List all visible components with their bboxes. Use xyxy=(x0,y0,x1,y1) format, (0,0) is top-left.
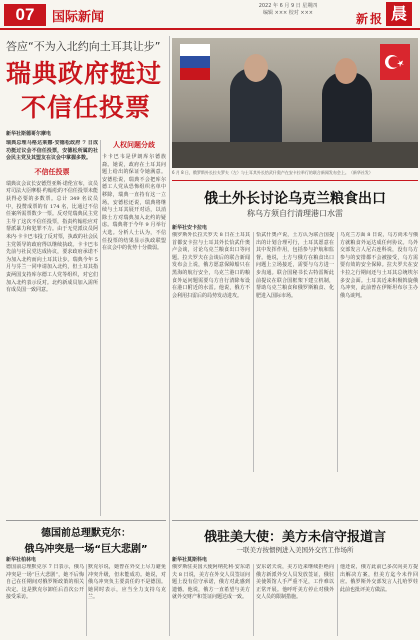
story4-headline-line2: 俄乌冲突是一场“巨大悲剧” xyxy=(24,544,148,555)
page-header xyxy=(0,0,420,28)
story2-subhead: 称乌方须自行清理港口水雷 xyxy=(247,209,343,218)
story3-column-1: 俄罗斯驻美国大使阿纳托利·安东诺夫 8 日说，美方在外交人员签证问题上没有信守承诺，俄方对此感到遗憾。他说，俄方一直希望与美方就外交财产和签证问题达成一致。 xyxy=(172,564,250,601)
lead-byline: 新华社斯德哥尔摩电 xyxy=(6,131,52,137)
story4-column-2: 默克尔说，她曾在外交上尽力避免冲突升级，但未能成功。她说，对俄乌冲突负主要责任的不是德国。她同时表示，应当全力支持乌克兰。 xyxy=(88,564,166,601)
lead-column-1 xyxy=(6,140,98,516)
lead-subhead-2: 人权问题分歧 xyxy=(113,141,155,149)
logo-char-2: 报 xyxy=(370,12,383,26)
section-title: 国际新闻 xyxy=(52,10,105,25)
lead-body-2: 卡卡巴韦是伊朗库尔德族裔。她说，政府在土耳其问题上给出的保证令她满意。安德松说，瑞典不会把库尔德工人党从恐怖组织名单中移除，瑞典一直持有这一立场。安德松还说，瑞典将继续与土耳其展开对话，以消除土方对瑞典加入北约的疑虑。瑞典将于今年 9 月举行大选。分析人士认为，不信任投票的结果显示执政联盟在议会中的优势十分微弱。 xyxy=(102,154,166,252)
story2-byline: 新华社安卡拉电 xyxy=(172,225,208,231)
story3-headline: 俄驻美大使：美方未信守报道言 xyxy=(203,530,386,545)
logo-char-1: 新 xyxy=(356,12,369,26)
story2-column-3: 乌克兰方面 8 日说，乌方尚未与俄方就粮食外运达成任何协议。乌外交部发言人尼古连科说，没有乌方参与的安排都不会被接受，乌方需要有效的安全保障。拉夫罗夫在安卡拉之行期间还与土耳其总统埃尔多安会面。土耳其近来积极斡旋俄乌冲突，此前曾在伊斯坦布尔主办俄乌谈判。 xyxy=(340,232,418,299)
lead-subhead-1: 不信任投票 xyxy=(34,167,70,176)
column-divider xyxy=(86,564,87,636)
column-divider xyxy=(169,36,170,636)
russia-flag-icon xyxy=(180,44,210,80)
logo-badge: 晨 xyxy=(386,2,412,26)
story4-headline-line1: 德国前总理默克尔： xyxy=(41,528,131,539)
story4-column-1: 德国前总理默克尔 7 日表示，俄乌冲突是一场“巨大悲剧”，她不后悔自己在任期间对俄罗斯政策的相关决定。这是默克尔卸任后首次公开接受采访。 xyxy=(6,564,84,601)
column-divider xyxy=(337,232,338,472)
lead-headline-line1: 瑞典政府挺过 xyxy=(6,59,163,88)
story2-column-2: 恰武什奥卢说，土方认为联合国提出的计划合理可行，土耳其愿意在其中发挥作用，包括参与护航和监督。他说，土方与俄方在粮食出口问题上立场接近，需要与乌方进一步沟通。联合国秘书长古特雷斯此前提议在联合国框架下建立机制，帮助乌克兰粮食和俄罗斯粮食、化肥进入国际市场。 xyxy=(256,232,334,299)
story3-column-3: 他还说，俄方此前已多次向美方提出解决方案，但美方迄今未作回应。俄罗斯外交部发言人扎哈罗娃此前也批评美方做法。 xyxy=(340,564,418,593)
story3-subhead: 一联美方按惯例进入美国外交官工作场所 xyxy=(236,546,354,554)
news-photo xyxy=(172,38,418,168)
person-left-head xyxy=(244,54,268,82)
column-divider xyxy=(337,564,338,636)
editor-line: 编辑 ××× 校对 ××× xyxy=(263,10,313,16)
column-divider xyxy=(253,232,254,472)
story3-rule xyxy=(172,520,418,521)
lead-kicker: 答应“不为入北约向土耳其让步” xyxy=(6,40,161,53)
person-right-head xyxy=(335,58,357,84)
lead-headline-line2: 不信任投票 xyxy=(20,93,151,122)
story2-rule xyxy=(172,180,418,181)
story2-headline: 俄土外长讨论乌克兰粮食出口 xyxy=(204,191,386,207)
podium xyxy=(172,142,418,168)
date-line: 2022 年 6 月 9 日 星期四 xyxy=(258,3,318,9)
column-divider xyxy=(100,140,101,516)
lead-body-1: 瑞典议会议长安德烈亚斯·诺伦宣布，议员对司法大臣摩根·约翰松的不信任投票未能获得必要的多数票。总计 349 名议员中，投赞成票的有 174 名，比通过不信任案所需票数少一票。反对党瑞典民主党主导了这次不信任投票，指责约翰松应对帮派暴力和犯罪不力。由于无党派议员阿米内·卡卡巴韦投了反对票，执政的社会民主党领导的政府得以继续执政。卡卡巴韦先前与社民党达成协议，要求政府承诺不为加入北约而向土耳其让步。瑞典今年 5 月与芬兰一同申请加入北约，但土耳其指责两国支持库尔德工人党等组织，对它们加入北约表示反对。北约新成员加入需所有成员国一致同意。 xyxy=(6,180,98,294)
story4-byline: 新华社柏林电 xyxy=(6,557,37,563)
lead-intro: 瑞典总理马格达莱娜·安德松政府 7 日成功挺过议会不信任投票，安德松所属的社会民主党及其盟友在议会中掌握多数。 xyxy=(6,140,98,162)
header-info xyxy=(228,3,348,17)
header-rule xyxy=(0,28,420,30)
lead-column-2 xyxy=(102,140,166,516)
turkey-flag-icon xyxy=(380,44,410,80)
story3-byline: 新华社莫斯科电 xyxy=(172,557,208,563)
story3-column-2: 安东诺夫说，美方近来继续拒绝向俄方新派外交人员发放签证，俄驻美使领馆人手严重不足，工作难以正常开展。他呼吁美方停止对俄外交人员的限制措施。 xyxy=(256,564,334,601)
story4-rule xyxy=(6,520,166,521)
newspaper-logo xyxy=(356,2,416,26)
page-number: 07 xyxy=(4,4,46,26)
column-divider xyxy=(253,564,254,636)
photo-caption: 6 月 8 日，俄罗斯外长拉夫罗夫（左）与土耳其外长恰武什奥卢在安卡拉举行的联合新闻发布会上。（新华社发） xyxy=(172,170,373,175)
story2-column-1: 俄罗斯外长拉夫罗夫 8 日在土耳其首都安卡拉与土耳其外长恰武什奥卢会谈，讨论乌克兰粮食出口等问题。拉夫罗夫在会谈后的联合新闻发布会上说，俄方愿意保障船只在黑海的航行安全，乌克兰港口的粮食外运问题需要乌方自行清除布设在港口附近的水雷。他说，俄方不会利用扫雷后的局势发动进攻。 xyxy=(172,232,250,299)
